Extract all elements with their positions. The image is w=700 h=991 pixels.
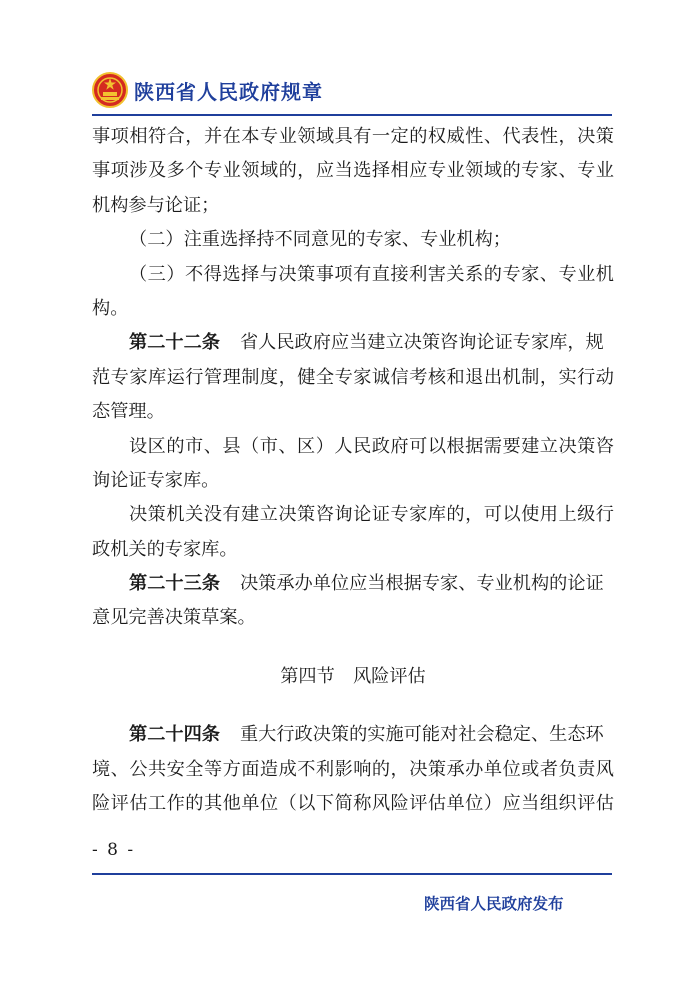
section-title: 第四节 风险评估 [280, 665, 426, 687]
text-line: 构。 [92, 297, 129, 319]
text-line: 机构参与论证； [92, 194, 220, 216]
page-header [92, 72, 323, 108]
article-22-text: 省人民政府应当建立决策咨询论证专家库，规 [239, 332, 604, 354]
text-line: （二）注重选择持不同意见的专家、专业机构； [129, 229, 511, 251]
text-line: 政机关的专家库。 [92, 538, 238, 560]
footer-publisher: 陕西省人民政府发布 [424, 895, 564, 913]
text-line: 决策机关没有建立决策咨询论证专家库的，可以使用上级行 [129, 504, 614, 526]
text-line: 态管理。 [92, 401, 165, 423]
text-line: 询论证专家库。 [92, 469, 220, 491]
article-23-line [92, 567, 614, 601]
text-line: （三）不得选择与决策事项有直接利害关系的专家、专业机 [129, 263, 614, 285]
header-divider [92, 114, 612, 116]
article-22-line [92, 326, 614, 360]
article-24-line [92, 718, 614, 752]
text-line: 事项涉及多个专业领域的，应当选择相应专业领域的专家、专业 [92, 160, 614, 182]
footer-divider [92, 873, 612, 875]
article-22-label: 第二十二条 [129, 332, 220, 354]
text-line: 境、公共安全等方面造成不利影响的，决策承办单位或者负责风 [92, 758, 614, 780]
page-number: - 8 - [92, 840, 136, 860]
national-emblem-icon [92, 72, 128, 108]
article-23-text: 决策承办单位应当根据专家、专业机构的论证 [239, 573, 604, 595]
text-line: 险评估工作的其他单位（以下简称风险评估单位）应当组织评估 [92, 793, 614, 815]
document-body [92, 120, 614, 821]
header-title: 陕西省人民政府规章 [134, 79, 323, 104]
text-line: 范专家库运行管理制度，健全专家诚信考核和退出机制，实行动 [92, 366, 614, 388]
text-line: 设区的市、县（市、区）人民政府可以根据需要建立决策咨 [129, 435, 614, 457]
article-24-label: 第二十四条 [129, 724, 220, 746]
article-24-text: 重大行政决策的实施可能对社会稳定、生态环 [239, 724, 604, 746]
text-line: 事项相符合，并在本专业领域具有一定的权威性、代表性，决策 [92, 126, 614, 147]
text-line: 意见完善决策草案。 [92, 607, 256, 629]
article-23-label: 第二十三条 [129, 573, 220, 595]
